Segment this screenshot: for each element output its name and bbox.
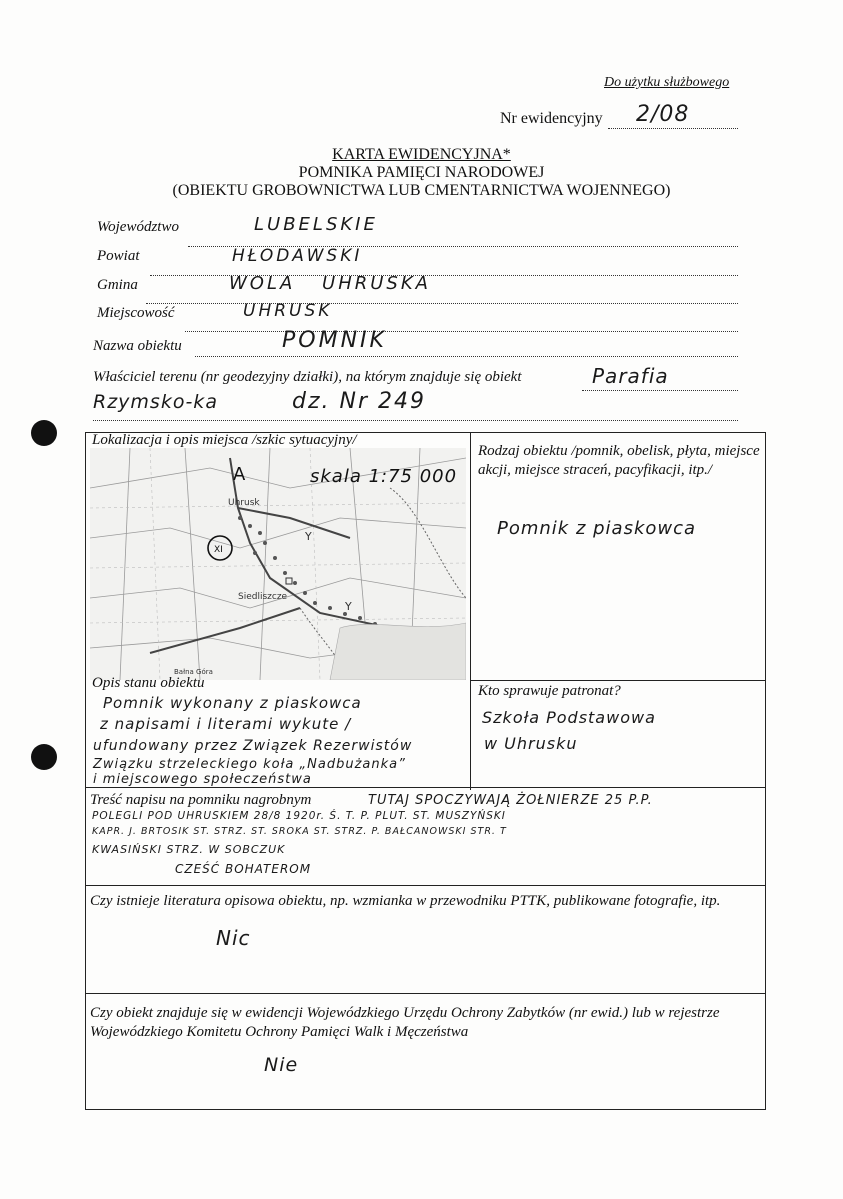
object-name-label: Nazwa obiektu xyxy=(93,338,182,354)
condition-line-1: Pomnik wykonany z piaskowca xyxy=(103,694,362,712)
owner-dots-2 xyxy=(93,420,738,421)
commune-dots xyxy=(146,303,738,304)
location-label: Lokalizacja i opis miejsca /szkic sytuacyjny/ xyxy=(92,432,357,448)
divider-horizontal-1 xyxy=(470,680,766,681)
location-map xyxy=(90,448,466,680)
condition-label: Opis stanu obiektu xyxy=(92,675,205,691)
voivodeship-value: LUBELSKIE xyxy=(254,214,378,235)
map-scale: skala 1:75 000 xyxy=(310,466,458,487)
divider-vertical-2 xyxy=(470,680,471,790)
condition-line-2: z napisami i literami wykute / xyxy=(100,715,352,733)
title-line-3: (OBIEKTU GROBOWNICTWA LUB CMENTARNICTWA WOJENNEGO) xyxy=(172,182,671,199)
object-type-value: Pomnik z piaskowca xyxy=(497,518,697,539)
county-label: Powiat xyxy=(97,248,140,264)
locality-label: Miejscowość xyxy=(97,305,175,321)
registry-label: Czy obiekt znajduje się w ewidencji Wojewódzkiego Urzędu Ochrony Zabytków (nr ewid.) lub w rejestrze Wojewódzkiego Komitetu Ochrony Pamięci Walk i Męczeństwa xyxy=(90,1005,720,1040)
county-value: HŁODAWSKI xyxy=(232,246,363,266)
divider-horizontal-2 xyxy=(85,787,766,788)
registry-dots xyxy=(608,128,738,129)
divider-horizontal-4 xyxy=(85,993,766,994)
patronage-line-2: w Uhrusku xyxy=(484,734,578,753)
commune-label: Gmina xyxy=(97,277,138,293)
patronage-label: Kto sprawuje patronat? xyxy=(478,683,621,699)
locality-dots xyxy=(185,331,738,332)
svg-text:XI: XI xyxy=(214,545,223,555)
divider-vertical-1 xyxy=(470,432,471,680)
map-place-siedliszcze: Siedliszcze xyxy=(238,592,288,602)
owner-value-1: Parafia xyxy=(592,364,669,388)
divider-horizontal-3 xyxy=(85,885,766,886)
inscription-line-5: CZEŚĆ BOHATEROM xyxy=(175,862,312,876)
patronage-line-1: Szkoła Podstawowa xyxy=(482,708,656,727)
condition-line-4: Związku strzeleckiego koła „Nadbużanka” xyxy=(93,757,406,772)
condition-line-3: ufundowany przez Związek Rezerwistów xyxy=(93,738,413,754)
map-letter: A xyxy=(233,464,246,485)
registry-value: 2/08 xyxy=(636,102,690,127)
object-type-label: Rodzaj obiektu /pomnik, obelisk, płyta, miejsce akcji, miejsce straceń, pacyfikacji, itp./ xyxy=(478,443,760,478)
inscription-line-4: KWASIŃSKI STRZ. W SOBCZUK xyxy=(92,843,286,856)
svg-text:Y: Y xyxy=(345,600,352,613)
voivodeship-label: Województwo xyxy=(97,219,179,235)
condition-line-5: i miejscowego społeczeństwa xyxy=(93,772,312,787)
object-name-dots xyxy=(195,356,738,357)
map-place-balna-gora: Bałna Góra xyxy=(174,668,213,676)
inscription-line-1: TUTAJ SPOCZYWAJĄ ŻOŁNIERZE 25 P.P. xyxy=(368,793,653,808)
inscription-label: Treść napisu na pomniku nagrobnym xyxy=(90,792,312,808)
title-line-1: KARTA EWIDENCYJNA* xyxy=(332,146,511,163)
registry-value: Nie xyxy=(264,1054,299,1076)
object-name-value: POMNIK xyxy=(282,328,387,353)
inscription-line-2: POLEGLI POD UHRUSKIEM 28/8 1920r. Ś. T. P. PLUT. ST. MUSZYŃSKI xyxy=(92,810,506,822)
inscription-line-3: KAPR. J. BRTOSIK ST. STRZ. ST. SROKA ST. STRZ. P. BAŁCANOWSKI STR. T xyxy=(92,826,507,837)
owner-label: Właściciel terenu (nr geodezyjny działki), na którym znajduje się obiekt xyxy=(93,369,522,385)
map-place-uhrusk: Uhrusk xyxy=(228,498,260,508)
literature-value: Nic xyxy=(216,926,251,950)
official-use-note: Do użytku służbowego xyxy=(604,75,730,90)
svg-text:Y: Y xyxy=(305,530,312,543)
owner-value-3: dz. Nr 249 xyxy=(292,389,426,414)
punch-hole-bottom xyxy=(31,744,57,770)
registry-label: Nr ewidencyjny xyxy=(500,110,603,127)
locality-value: UHRUSK xyxy=(243,301,333,321)
punch-hole-top xyxy=(31,420,57,446)
title-line-2: POMNIKA PAMIĘCI NARODOWEJ xyxy=(298,164,545,181)
commune-value: WOLA UHRUSKA xyxy=(229,273,431,294)
owner-dots-1 xyxy=(582,390,738,391)
literature-label: Czy istnieje literatura opisowa obiektu, np. wzmianka w przewodniku PTTK, publikowane fotografie, itp. xyxy=(90,893,721,909)
owner-value-2: Rzymsko-ka xyxy=(93,391,218,413)
